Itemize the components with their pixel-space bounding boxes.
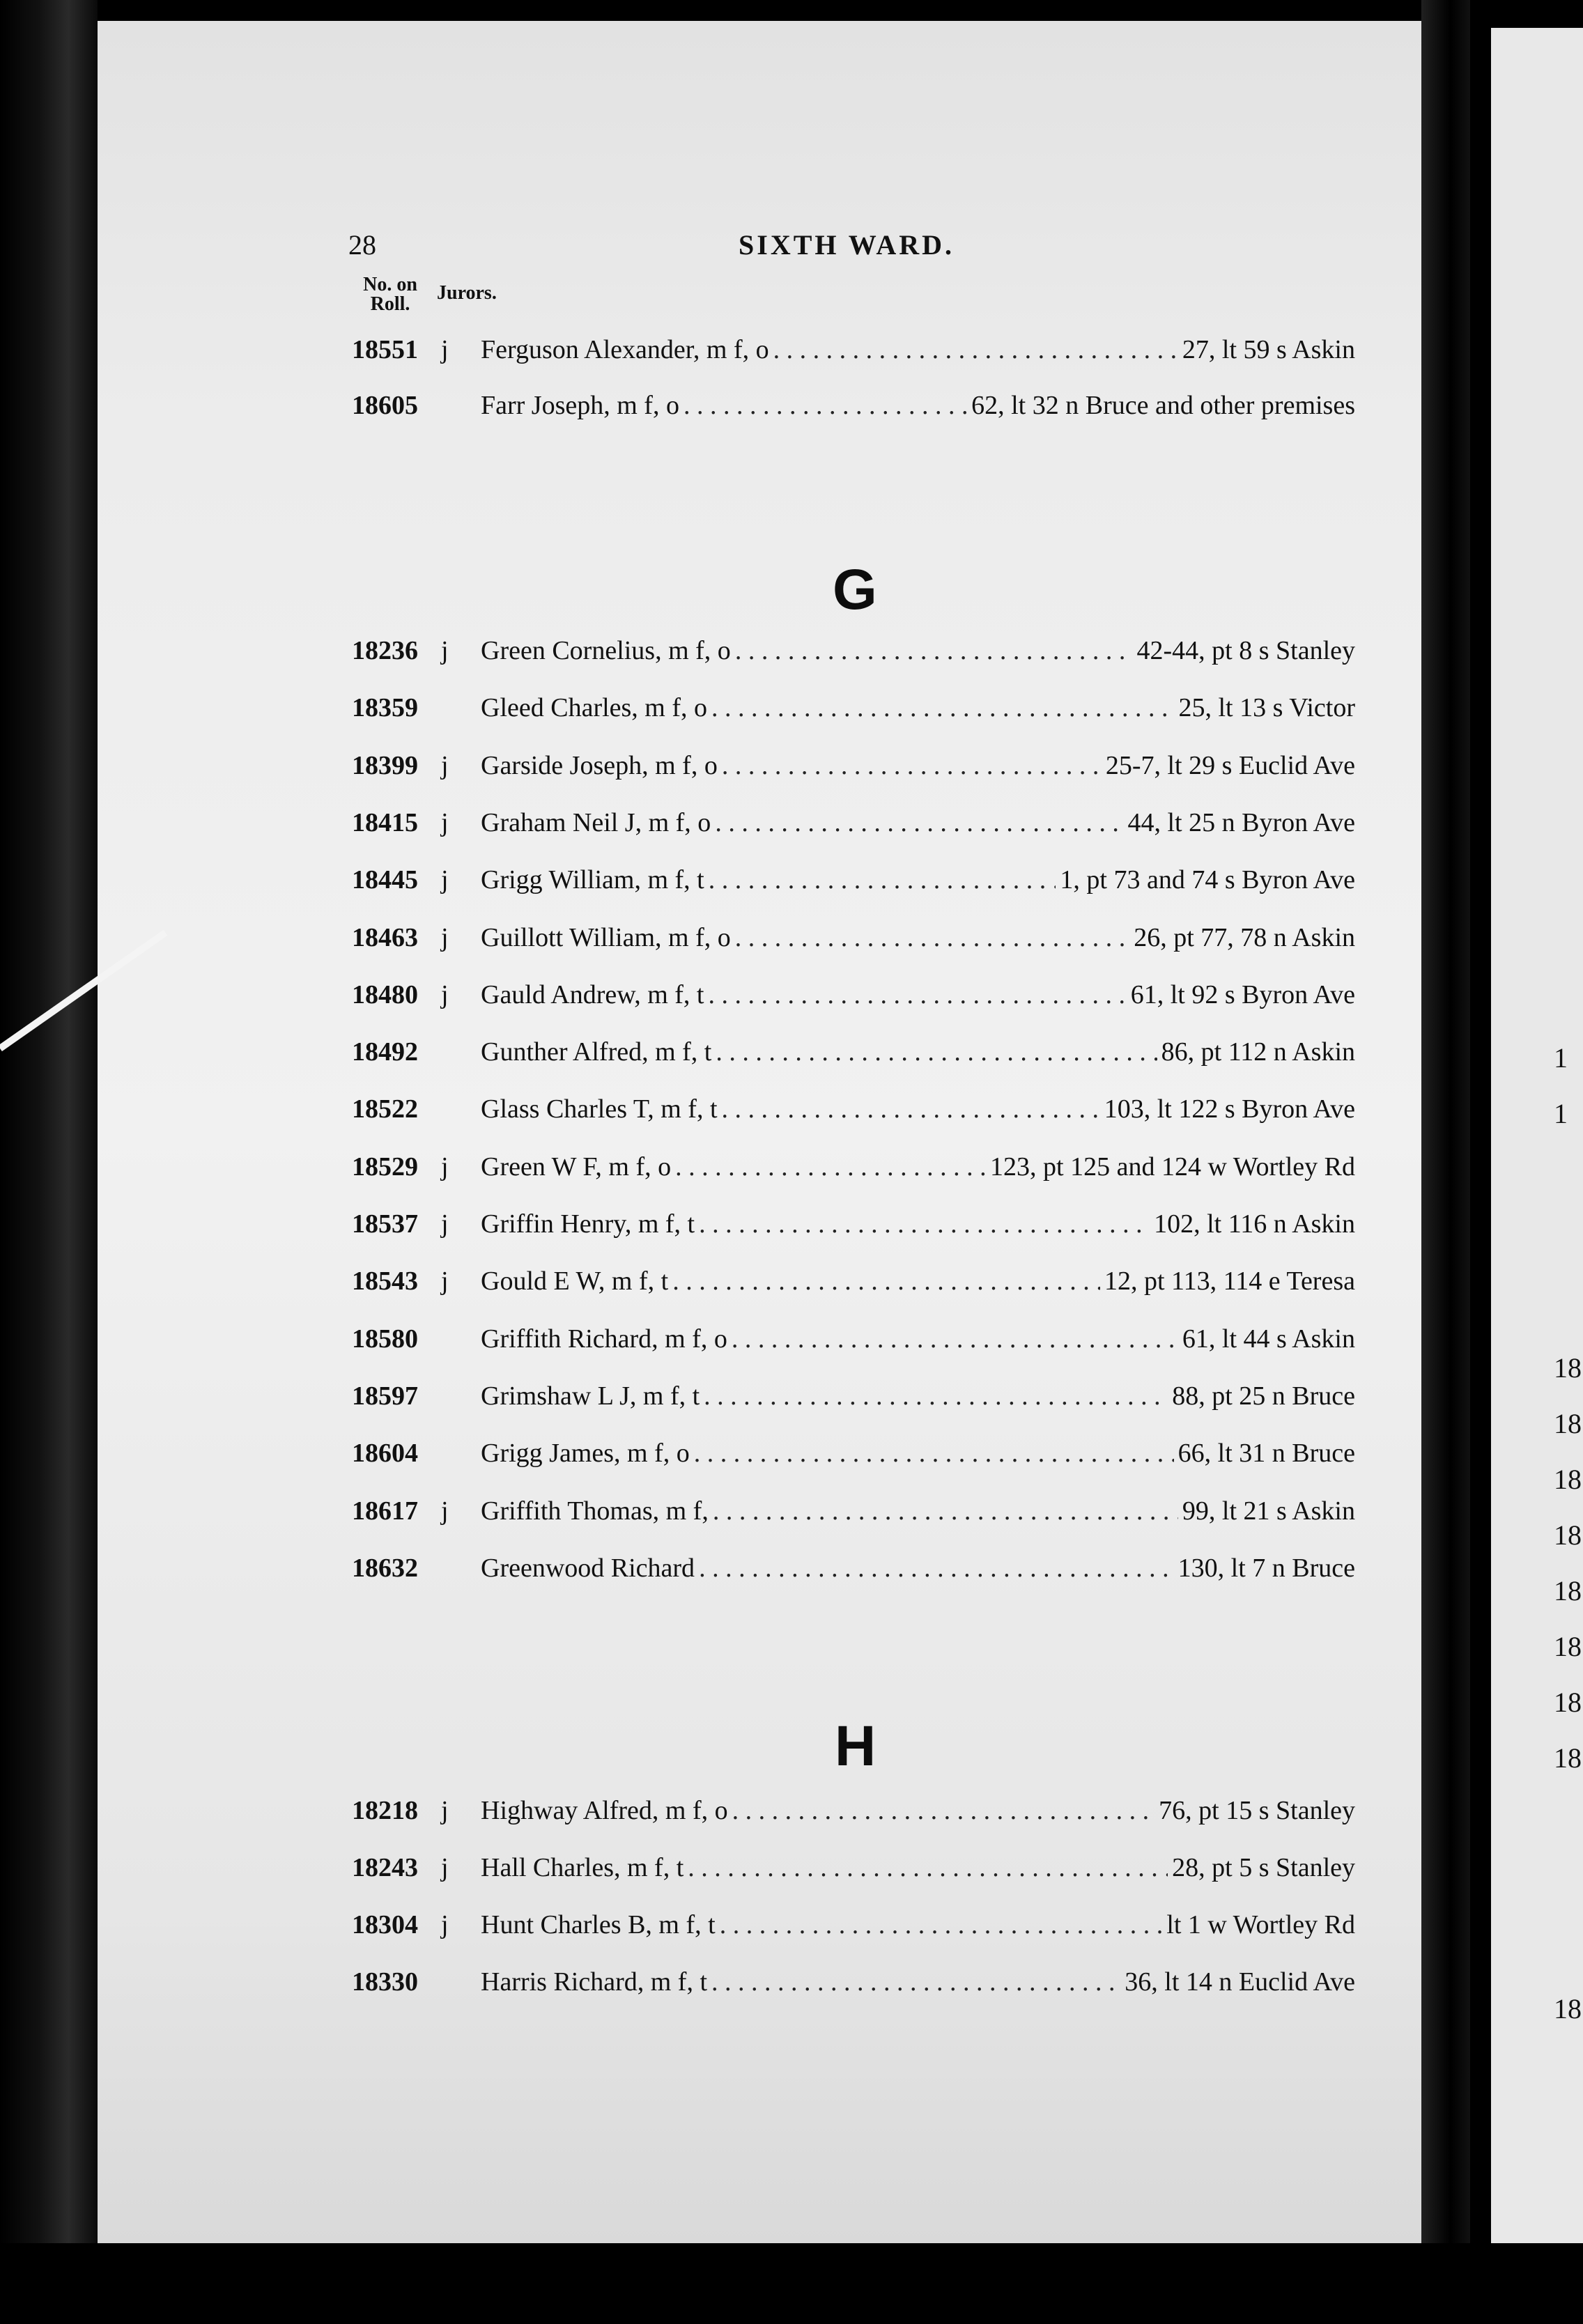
owner-name: Grigg William, m f, t [481, 865, 704, 895]
owner-name: Hunt Charles B, m f, t [481, 1910, 716, 1939]
owner-name: Gould E W, m f, t [481, 1266, 669, 1296]
jurors-heading: Jurors. [437, 282, 497, 304]
owner-name: Griffith Thomas, m f, [481, 1496, 709, 1526]
entry-line [481, 1094, 1355, 1124]
roll-entry [352, 1266, 1355, 1308]
juror-mark: j [441, 1152, 449, 1182]
scan-bottom-border [0, 2243, 1583, 2324]
juror-mark: j [441, 750, 449, 780]
juror-mark: j [441, 922, 449, 952]
roll-number: 18304 [352, 1910, 418, 1939]
roll-entry [352, 635, 1355, 677]
juror-mark: j [441, 1796, 449, 1825]
juror-mark: j [441, 1910, 449, 1939]
juror-mark: j [441, 807, 449, 837]
owner-name: Griffin Henry, m f, t [481, 1209, 695, 1239]
roll-number: 18605 [352, 391, 418, 420]
owner-name: Garside Joseph, m f, o [481, 750, 718, 780]
roll-entry [352, 1967, 1355, 2008]
entry-line [481, 1852, 1355, 1883]
juror-mark: j [441, 335, 449, 364]
roll-number: 18330 [352, 1967, 418, 1997]
leader-dots [675, 1152, 986, 1182]
roll-number: 18399 [352, 750, 418, 780]
leader-dots [711, 692, 1174, 723]
entry-line [481, 390, 1355, 421]
owner-name: Grigg James, m f, o [481, 1439, 690, 1469]
roll-number: 18415 [352, 807, 418, 837]
leader-dots [708, 979, 1126, 1010]
juror-mark: j [441, 1266, 449, 1296]
property-description: 12, pt 113, 114 e Teresa [1104, 1266, 1355, 1296]
roll-number: 18463 [352, 922, 418, 952]
roll-entry [352, 1037, 1355, 1078]
leader-dots [709, 865, 1056, 895]
book-spine-left [0, 0, 98, 2324]
roll-number: 18218 [352, 1796, 418, 1825]
entry-line [481, 1266, 1355, 1296]
leader-dots [773, 334, 1178, 365]
roll-entry [352, 692, 1355, 734]
adjacent-page-fragment: 1 [1554, 1098, 1568, 1129]
roll-entry [352, 1496, 1355, 1537]
roll-number: 18445 [352, 865, 418, 895]
owner-name: Farr Joseph, m f, o [481, 391, 679, 420]
leader-dots [699, 1553, 1174, 1583]
entry-line [481, 750, 1355, 781]
entry-line [481, 1967, 1355, 1997]
roll-number: 18580 [352, 1324, 418, 1354]
juror-mark: j [441, 979, 449, 1009]
roll-number: 18551 [352, 335, 418, 364]
owner-name: Gleed Charles, m f, o [481, 693, 708, 723]
entry-line [481, 1209, 1355, 1239]
entry-line [481, 692, 1355, 723]
roll-entry [352, 1438, 1355, 1480]
entry-line [481, 1438, 1355, 1469]
owner-name: Guillott William, m f, o [481, 922, 731, 952]
roll-number: 18480 [352, 979, 418, 1009]
property-description: 36, lt 14 n Euclid Ave [1125, 1967, 1355, 1997]
roll-number-heading: No. on Roll. [363, 274, 417, 315]
leader-dots [716, 1037, 1157, 1067]
property-description: 61, lt 44 s Askin [1182, 1324, 1355, 1354]
property-description: 102, lt 116 n Askin [1154, 1209, 1355, 1239]
entry-line [481, 1553, 1355, 1583]
roll-number: 18617 [352, 1496, 418, 1526]
book-gutter [1421, 0, 1470, 2324]
roll-entry [352, 1909, 1355, 1951]
leader-dots [722, 750, 1102, 781]
adjacent-page-fragment: 18 [1554, 1519, 1582, 1551]
section-heading-g: G [833, 558, 877, 621]
roll-number: 18597 [352, 1381, 418, 1411]
entry-line [481, 1381, 1355, 1411]
entry-line [481, 635, 1355, 666]
owner-name: Greenwood Richard [481, 1553, 695, 1583]
roll-number: 18604 [352, 1439, 418, 1469]
owner-name: Green W F, m f, o [481, 1152, 672, 1182]
property-description: 130, lt 7 n Bruce [1177, 1553, 1355, 1583]
property-description: 27, lt 59 s Askin [1182, 335, 1355, 364]
leader-dots [732, 1795, 1155, 1826]
adjacent-page-fragment: 18 [1554, 1575, 1582, 1606]
roll-number: 18359 [352, 693, 418, 723]
column-headings [352, 274, 497, 315]
property-description: 44, lt 25 n Byron Ave [1127, 807, 1355, 837]
roll-entry [352, 1795, 1355, 1837]
roll-entry [352, 1209, 1355, 1250]
leader-dots [732, 1324, 1178, 1354]
adjacent-page-fragment: 18 [1554, 1742, 1582, 1774]
owner-name: Green Cornelius, m f, o [481, 636, 731, 665]
owner-name: Highway Alfred, m f, o [481, 1796, 728, 1825]
roll-number: 18529 [352, 1152, 418, 1182]
juror-mark: j [441, 636, 449, 665]
roll-number: 18236 [352, 636, 418, 665]
juror-mark: j [441, 865, 449, 895]
owner-name: Griffith Richard, m f, o [481, 1324, 727, 1354]
roll-entry [352, 979, 1355, 1021]
roll-number: 18543 [352, 1266, 418, 1296]
entry-line [481, 1037, 1355, 1067]
roll-entry [352, 1381, 1355, 1423]
owner-name: Graham Neil J, m f, o [481, 807, 711, 837]
property-description: 76, pt 15 s Stanley [1159, 1796, 1355, 1825]
adjacent-page-edge [1491, 28, 1583, 2299]
property-description: 88, pt 25 n Bruce [1172, 1381, 1355, 1411]
property-description: 1, pt 73 and 74 s Byron Ave [1060, 865, 1355, 895]
roll-entry [352, 1152, 1355, 1193]
juror-mark: j [441, 1496, 449, 1526]
entry-line [481, 1496, 1355, 1526]
entry-line [481, 334, 1355, 365]
owner-name: Gunther Alfred, m f, t [481, 1037, 712, 1067]
entry-line [481, 1324, 1355, 1354]
owner-name: Grimshaw L J, m f, t [481, 1381, 700, 1411]
section-heading-h: H [835, 1714, 877, 1778]
property-description: 26, pt 77, 78 n Askin [1134, 922, 1355, 952]
entry-line [481, 1795, 1355, 1826]
property-description: 103, lt 122 s Byron Ave [1104, 1094, 1355, 1124]
leader-dots [735, 922, 1129, 953]
roll-number: 18243 [352, 1853, 418, 1882]
property-description: 61, lt 92 s Byron Ave [1130, 979, 1355, 1009]
property-description: 123, pt 125 and 124 w Wortley Rd [990, 1152, 1355, 1182]
leader-dots [699, 1209, 1150, 1239]
roll-entry [352, 1852, 1355, 1894]
entry-line [481, 1152, 1355, 1182]
property-description: 99, lt 21 s Askin [1182, 1496, 1355, 1526]
property-description: 66, lt 31 n Bruce [1177, 1439, 1355, 1469]
owner-name: Harris Richard, m f, t [481, 1967, 708, 1997]
adjacent-page-fragment: 18 [1554, 1993, 1582, 2024]
adjacent-page-fragment: 1 [1554, 1042, 1568, 1074]
juror-mark: j [441, 1853, 449, 1882]
adjacent-page-fragment: 18 [1554, 1352, 1582, 1384]
roll-entry [352, 807, 1355, 849]
adjacent-page-fragment: 18 [1554, 1464, 1582, 1495]
adjacent-page-fragment: 18 [1554, 1408, 1582, 1439]
entry-line [481, 807, 1355, 838]
entry-line [481, 922, 1355, 953]
leader-dots [711, 1967, 1120, 1997]
leader-dots [713, 1496, 1178, 1526]
roll-number: 18537 [352, 1209, 418, 1239]
leader-dots [688, 1852, 1168, 1883]
leader-dots [694, 1438, 1174, 1469]
property-description: 25-7, lt 29 s Euclid Ave [1105, 750, 1355, 780]
entry-line [481, 979, 1355, 1010]
property-description: lt 1 w Wortley Rd [1166, 1910, 1355, 1939]
leader-dots [684, 390, 967, 421]
roll-number: 18492 [352, 1037, 418, 1067]
leader-dots [715, 807, 1123, 838]
property-description: 62, lt 32 n Bruce and other premises [971, 391, 1355, 420]
roll-entry [352, 865, 1355, 906]
property-description: 86, pt 112 n Askin [1161, 1037, 1355, 1067]
roll-entry [352, 390, 1355, 432]
roll-entry [352, 334, 1355, 376]
entry-line [481, 1909, 1355, 1940]
roll-number: 18522 [352, 1094, 418, 1124]
leader-dots [720, 1909, 1163, 1940]
roll-entry [352, 1553, 1355, 1595]
adjacent-page-fragment: 18 [1554, 1687, 1582, 1718]
leader-dots [735, 635, 1133, 666]
roll-number: 18632 [352, 1553, 418, 1583]
owner-name: Gauld Andrew, m f, t [481, 979, 704, 1009]
owner-name: Ferguson Alexander, m f, o [481, 335, 769, 364]
owner-name: Hall Charles, m f, t [481, 1853, 684, 1882]
property-description: 25, lt 13 s Victor [1178, 693, 1355, 723]
page-header [348, 228, 1359, 270]
juror-mark: j [441, 1209, 449, 1239]
roll-entry [352, 1094, 1355, 1136]
property-description: 28, pt 5 s Stanley [1172, 1853, 1355, 1882]
roll-entry [352, 922, 1355, 964]
entry-line [481, 865, 1355, 895]
leader-dots [672, 1266, 1100, 1296]
adjacent-page-fragment: 18 [1554, 1631, 1582, 1662]
leader-dots [722, 1094, 1100, 1124]
roll-entry [352, 1324, 1355, 1365]
page-title: SIXTH WARD. [739, 229, 955, 261]
owner-name: Glass Charles T, m f, t [481, 1094, 718, 1124]
roll-entry [352, 750, 1355, 792]
page-number: 28 [348, 229, 376, 261]
property-description: 42-44, pt 8 s Stanley [1136, 636, 1355, 665]
leader-dots [704, 1381, 1168, 1411]
